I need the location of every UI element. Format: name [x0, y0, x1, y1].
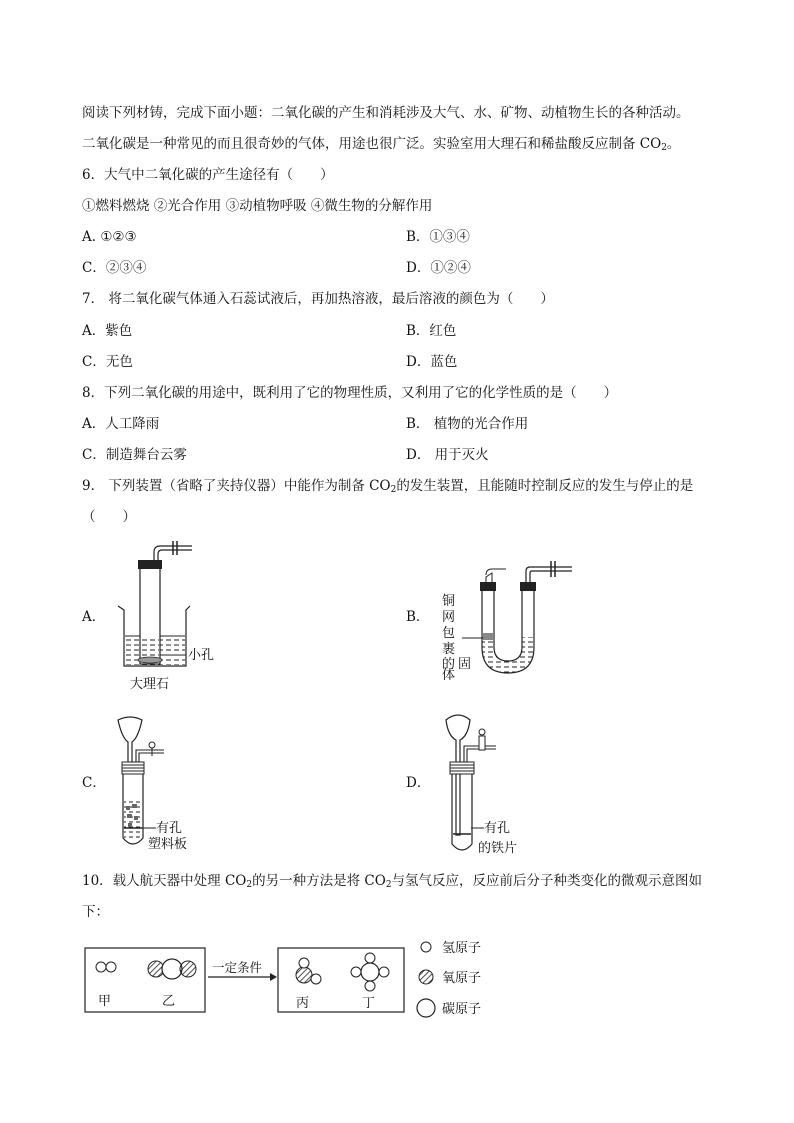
oxygen-atom [296, 967, 312, 983]
q9-figure-c [108, 710, 218, 860]
q9-option-d[interactable]: D． [406, 775, 431, 791]
label-ding: 丁 [362, 996, 376, 1011]
q10-reaction-diagram [80, 935, 500, 1025]
q10-stem-text-3: 与氢气反应，反应前后分子种类变化的微观示意图如 [391, 873, 703, 889]
legend-oxygen-label: 氧原子 [442, 971, 482, 986]
arrowhead-icon [270, 973, 277, 981]
q9-option-c[interactable]: C． [82, 775, 106, 791]
legend-oxygen-icon [419, 970, 433, 984]
q6-option-b[interactable]: B．①③④ [406, 229, 470, 245]
q9-figure-a [110, 538, 230, 698]
hydrogen-atom [299, 958, 309, 968]
q8-option-c[interactable]: C．制造舞台云雾 [82, 447, 187, 463]
q6-option-c[interactable]: C．②③④ [82, 260, 147, 276]
oxygen-atom [180, 961, 196, 977]
q9-stem [82, 477, 693, 499]
legend-hydrogen-label: 氢原子 [442, 941, 482, 956]
q8-stem: 8．下列二氧化碳的用途中，既利用了它的物理性质，又利用了它的化学性质的是（ ） [82, 385, 618, 401]
q9-stem-text: 9． 下列装置（省略了夹持仪器）中能作为制备 CO [82, 478, 391, 494]
figure-a-hole-label: 小孔 [188, 648, 215, 663]
q9-co2-subscript: 2 [390, 485, 397, 495]
label-jia: 甲 [98, 994, 112, 1009]
q10-co2-subscript-2: 2 [385, 880, 392, 890]
q9-figure-d [438, 710, 548, 860]
figure-b-label-7: 体 [442, 668, 456, 680]
figure-a-marble-label: 大理石 [130, 677, 170, 692]
q9-figure-b [440, 555, 580, 680]
figure-b-label-1: 铜 [442, 594, 456, 609]
q7-option-c[interactable]: C．无色 [82, 354, 133, 370]
label-bing: 丙 [296, 996, 310, 1011]
figure-b-label-5: 的 [442, 657, 456, 672]
q6-items: ①燃料燃烧 ②光合作用 ③动植物呼吸 ④微生物的分解作用 [82, 198, 433, 214]
legend-hydrogen-icon [421, 942, 431, 952]
q7-stem: 7． 将二氧化碳气体通入石蕊试液后，再加热溶液，最后溶液的颜色为（ ） [82, 291, 554, 307]
hydrogen-atom [365, 981, 375, 991]
figure-b-label-3: 包 [442, 626, 456, 641]
intro-line-2-end: 。 [666, 136, 681, 152]
q10-stem [82, 872, 702, 894]
intro-line-2-text: 二氧化碳是一种常见的而且很奇妙的气体，用途也很广泛。实验室用大理石和稀盐酸反应制备 CO [82, 136, 662, 152]
q8-option-b[interactable]: B． 植物的光合作用 [406, 416, 529, 432]
q9-stem-text-2: 的发生装置，且能随时控制反应的发生与停止的是 [396, 478, 694, 494]
hydrogen-atom [106, 962, 116, 972]
hydrogen-atom [311, 974, 321, 984]
q10-co2-subscript-1: 2 [246, 880, 253, 890]
q10-stem-text-2: 的另一种方法是将 CO [252, 873, 386, 889]
figure-d-label-1: 有孔 [484, 821, 511, 836]
q8-option-a[interactable]: A．人工降雨 [82, 416, 160, 432]
intro-line-1: 阅读下列材铸，完成下面小题：二氧化碳的产生和消耗涉及大气、水、矿物、动植物生长的各种活动。 [82, 105, 690, 121]
q6-option-d[interactable]: D．①②④ [406, 260, 471, 276]
legend-carbon-icon [417, 999, 435, 1017]
label-yi: 乙 [162, 994, 176, 1009]
q7-option-a[interactable]: A．紫色 [82, 323, 133, 339]
figure-b-label-6: 固 [458, 657, 472, 672]
q6-option-a[interactable]: A. ①②③ [82, 229, 137, 245]
q7-option-d[interactable]: D．蓝色 [406, 354, 458, 370]
hydrogen-atom [365, 953, 375, 963]
figure-c-label-1: 有孔 [156, 821, 183, 836]
q7-option-b[interactable]: B．红色 [406, 323, 457, 339]
intro-line-2 [82, 135, 680, 157]
q10-stem-line-2: 下： [82, 904, 109, 920]
intro-co2-subscript: 2 [661, 143, 667, 153]
figure-c-label-2: 塑料板 [148, 837, 188, 852]
figure-d-label-2: 的铁片 [478, 841, 518, 856]
q8-option-d[interactable]: D． 用于灭火 [406, 447, 489, 463]
q9-stem-line-2: （ ） [82, 509, 136, 525]
hydrogen-atom [379, 967, 389, 977]
carbon-atom [361, 963, 379, 981]
q9-option-b[interactable]: B． [406, 609, 430, 625]
legend-carbon-label: 碳原子 [442, 1002, 482, 1017]
hydrogen-atom [96, 962, 106, 972]
q10-stem-text: 10．载人航天器中处理 CO [82, 873, 247, 889]
q6-stem: 6．大气中二氧化碳的产生途径有（ ） [82, 167, 334, 183]
reaction-condition: 一定条件 [212, 960, 263, 975]
q9-option-a[interactable]: A． [82, 609, 106, 625]
figure-b-label-2: 网 [442, 610, 456, 625]
figure-b-label-4: 裹 [442, 642, 456, 657]
carbon-atom [162, 959, 182, 979]
hydrogen-atom [351, 967, 361, 977]
